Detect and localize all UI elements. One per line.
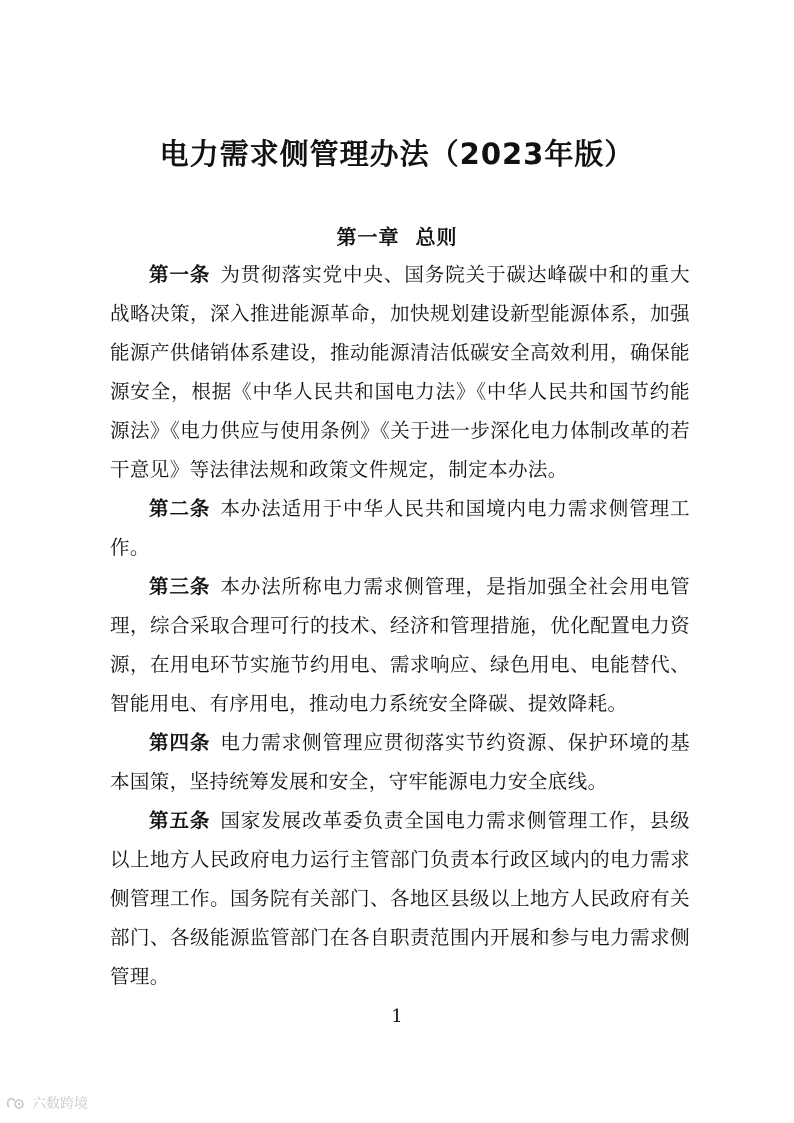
watermark — [6, 1093, 88, 1113]
chapter-heading — [0, 221, 794, 250]
article-text: 电力需求侧管理应贯彻落实节约资源、保护环境的基本国策，坚持统筹发展和安全，守牢能源电力安全底线。 — [110, 731, 691, 793]
article-4 — [110, 723, 690, 801]
article-text: 国家发展改革委负责全国电力需求侧管理工作，县级以上地方人民政府电力运行主管部门负责本行政区域内的电力需求侧管理工作。国务院有关部门、各地区县级以上地方人民政府有关部门、各级能源监管部门在各自职责范围内开展和参与电力需求侧管理。 — [110, 809, 691, 988]
article-1 — [110, 255, 690, 489]
article-label: 第四条 — [149, 731, 211, 754]
article-label: 第一条 — [149, 263, 211, 286]
document-body — [110, 255, 690, 996]
article-text: 本办法适用于中华人民共和国境内电力需求侧管理工作。 — [110, 497, 691, 559]
article-2 — [110, 489, 690, 567]
article-label: 第三条 — [149, 575, 211, 598]
article-5 — [110, 801, 690, 996]
article-3 — [110, 567, 690, 723]
watermark-text: 六数跨境 — [32, 1096, 88, 1112]
chapter-name: 总则 — [415, 225, 458, 249]
chapter-number: 第一章 — [336, 225, 400, 249]
article-text: 本办法所称电力需求侧管理，是指加强全社会用电管理，综合采取合理可行的技术、经济和管理措施，优化配置电力资源，在用电环节实施节约用电、需求响应、绿色用电、电能替代、智能用电、有序用电，推动电力系统安全降碳、提效降耗。 — [110, 575, 691, 715]
page-number: 1 — [391, 1006, 403, 1027]
article-label: 第五条 — [149, 809, 211, 832]
watermark-logo-icon — [6, 1096, 28, 1110]
article-label: 第二条 — [149, 497, 211, 520]
document-title: 电力需求侧管理办法（2023年版） — [159, 137, 635, 171]
article-text: 为贯彻落实党中央、国务院关于碳达峰碳中和的重大战略决策，深入推进能源革命，加快规划建设新型能源体系，加强能源产供储销体系建设，推动能源清洁低碳安全高效利用，确保能源安全，根据《中华人民共和国电力法》《中华人民共和国节约能源法》《电力供应与使用条例》《关于进一步深化电力体制改革的若干意见》等法律法规和政策文件规定，制定本办法。 — [110, 263, 691, 481]
